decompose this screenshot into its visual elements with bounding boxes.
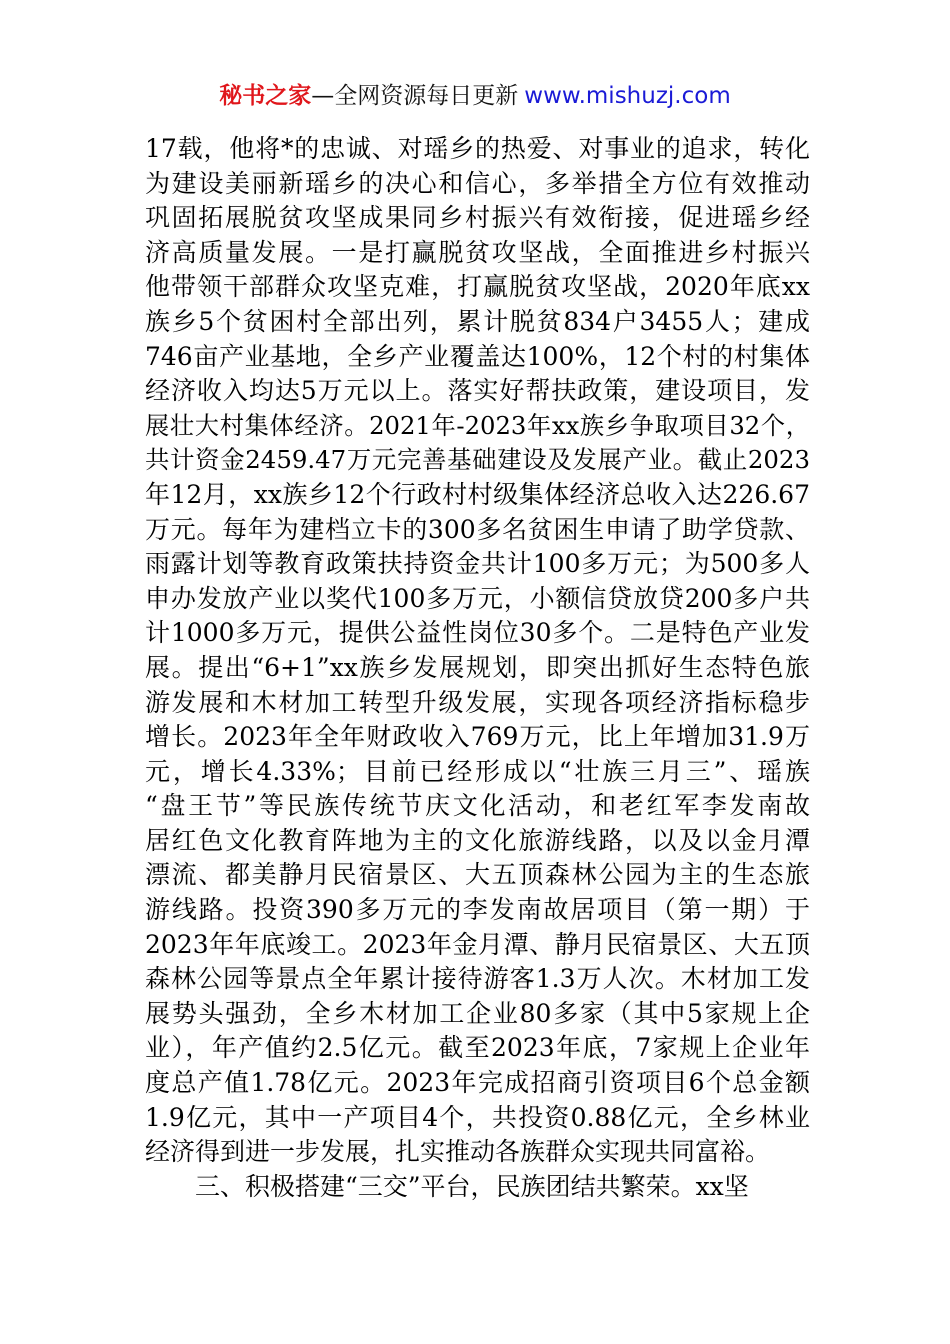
site-header bbox=[0, 80, 950, 112]
brand-name: 秘书之家 bbox=[219, 83, 312, 109]
text-line: 经济得到进一步发展，扎实推动各族群众实现共同富裕。 bbox=[145, 1137, 771, 1167]
text-line: 经济收入均达5万元以上。落实好帮扶政策，建设项目，发 bbox=[145, 376, 810, 406]
text-line: 展。提出“6+1”xx族乡发展规划，即突出抓好生态特色旅 bbox=[145, 652, 810, 682]
text-line: 济高质量发展。一是打赢脱贫攻坚战，全面推进乡村振兴 bbox=[145, 237, 810, 267]
text-line: 漂流、都美静月民宿景区、大五顶森林公园为主的生态旅 bbox=[145, 860, 810, 890]
text-line: 巩固拓展脱贫攻坚成果同乡村振兴有效衔接，促进瑶乡经 bbox=[145, 203, 810, 233]
text-line: 增长。2023年全年财政收入769万元，比上年增加31.9万 bbox=[145, 722, 810, 752]
text-line: 展势头强劲，全乡木材加工企业80多家（其中5家规上企 bbox=[145, 998, 810, 1028]
text-line: 年12月，xx族乡12个行政村村级集体经济总收入达226.67 bbox=[145, 479, 810, 509]
text-line: 为建设美丽新瑶乡的决心和信心，多举措全方位有效推动 bbox=[145, 168, 810, 198]
header-tagline: —全网资源每日更新 bbox=[311, 83, 519, 109]
text-line: 万元。每年为建档立卡的300多名贫困生申请了助学贷款、 bbox=[145, 514, 810, 544]
text-line: 雨露计划等教育政策扶持资金共计100多万元；为500多人 bbox=[145, 549, 810, 579]
text-line: 申办发放产业以奖代100多万元，小额信贷放贷200多户共 bbox=[145, 583, 810, 613]
text-line: 他带领干部群众攻坚克难，打赢脱贫攻坚战，2020年底xx bbox=[145, 272, 810, 302]
text-line: 族乡5个贫困村全部出列，累计脱贫834户3455人；建成 bbox=[145, 306, 810, 336]
text-line: 度总产值1.78亿元。2023年完成招商引资项目6个总金额 bbox=[145, 1068, 810, 1098]
text-line: “盘王节”等民族传统节庆文化活动，和老红军李发南故 bbox=[145, 791, 810, 821]
text-line: 计1000多万元，提供公益性岗位30多个。二是特色产业发 bbox=[145, 618, 810, 648]
text-line: 17载，他将*的忠诚、对瑶乡的热爱、对事业的追求，转化 bbox=[145, 134, 810, 163]
text-line: 共计资金2459.47万元完善基础建设及发展产业。截止2023 bbox=[145, 445, 810, 475]
text-line: 业），年产值约2.5亿元。截至2023年底，7家规上企业年 bbox=[145, 1033, 810, 1063]
text-line: 居红色文化教育阵地为主的文化旅游线路，以及以金月潭 bbox=[145, 825, 810, 855]
text-line: 森林公园等景点全年累计接待游客1.3万人次。木材加工发 bbox=[145, 964, 810, 994]
text-line: 1.9亿元，其中一产项目4个，共投资0.88亿元，全乡林业 bbox=[145, 1102, 810, 1132]
text-line: 展壮大村集体经济。2021年-2023年xx族乡争取项目32个， bbox=[145, 410, 810, 440]
article-body bbox=[145, 132, 810, 1204]
section-heading-line: 三、积极搭建“三交”平台，民族团结共繁荣。xx坚 bbox=[195, 1171, 749, 1201]
text-line: 游发展和木材加工转型升级发展，实现各项经济指标稳步 bbox=[145, 687, 810, 717]
text-line: 2023年年底竣工。2023年金月潭、静月民宿景区、大五顶 bbox=[145, 929, 810, 959]
site-url-link[interactable]: www.mishuzj.com bbox=[524, 83, 731, 109]
text-line: 游线路。投资390多万元的李发南故居项目（第一期）于 bbox=[145, 895, 810, 925]
text-line: 元，增长4.33%；目前已经形成以“壮族三月三”、瑶族 bbox=[145, 756, 810, 786]
text-line: 746亩产业基地，全乡产业覆盖达100%，12个村的村集体 bbox=[145, 341, 810, 371]
